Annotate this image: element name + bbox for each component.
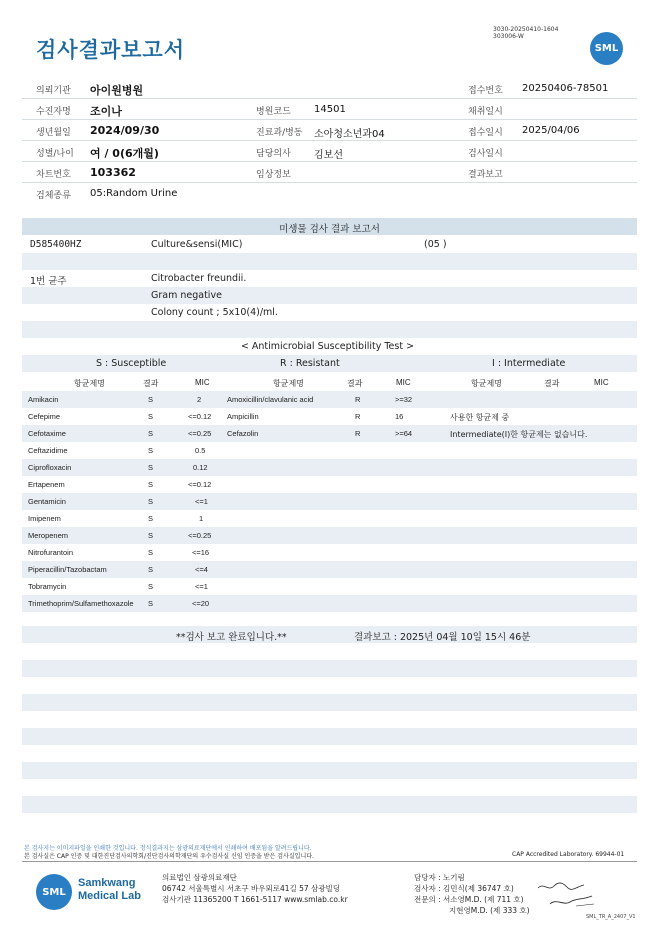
blank-band — [22, 762, 637, 779]
drug-name: Piperacillin/Tazobactam — [28, 565, 107, 574]
info-label: 접수번호 — [468, 86, 503, 96]
org-info — [162, 872, 348, 905]
staff-role: 검사자 : — [414, 884, 441, 893]
info-value: 여 / 0(6개월) — [90, 147, 159, 160]
info-label: 수진자명 — [36, 107, 71, 117]
drug-mic: <=1 — [195, 497, 208, 506]
table-row — [22, 493, 637, 510]
drug-name: Cefotaxime — [28, 429, 66, 438]
organism-name: Citrobacter freundii. — [151, 273, 247, 284]
col-header-result: 결과 — [544, 379, 560, 388]
drug-name: Trimethoprim/Sulfamethoxazole — [28, 599, 134, 608]
info-label: 의뢰기관 — [36, 86, 71, 96]
info-label: 진료과/병동 — [256, 128, 303, 138]
document-sub-id: 303006-W — [493, 33, 524, 40]
drug-result: S — [148, 548, 154, 557]
drug-mic: 2 — [197, 395, 202, 404]
table-row — [22, 595, 637, 612]
drug-mic: >=64 — [395, 429, 413, 438]
org-contact: 검사기관 11365200 T 1661-5117 www.smlab.co.kr — [162, 895, 348, 904]
drug-name: Ciprofloxacin — [28, 463, 72, 472]
info-label: 성별/나이 — [36, 149, 74, 159]
info-row — [22, 99, 637, 120]
signature-image — [536, 880, 598, 910]
company-name — [78, 877, 141, 903]
staff-row — [414, 905, 530, 916]
legend-susceptible: S : Susceptible — [96, 358, 167, 369]
table-row — [22, 391, 637, 408]
info-label: 병원코드 — [256, 107, 291, 117]
drug-result: S — [148, 480, 154, 489]
col-header-drug: 항균제명 — [471, 379, 502, 388]
intermediate-note: Intermediate(I)한 항균제는 없습니다. — [450, 430, 588, 439]
info-label: 채취일시 — [468, 107, 503, 117]
drug-mic: <=0.25 — [188, 531, 212, 540]
drug-mic: >=32 — [395, 395, 413, 404]
specimen-code: (05 ) — [424, 239, 447, 250]
cap-accreditation: CAP Accredited Laboratory. 69944-01 — [512, 851, 625, 858]
info-row — [22, 162, 637, 183]
drug-name: Cefazolin — [227, 429, 259, 438]
footer-divider — [22, 861, 637, 862]
info-value: 2024/09/30 — [90, 124, 160, 137]
staff-row — [414, 894, 530, 905]
drug-name: Gentamicin — [28, 497, 66, 506]
drug-result: S — [148, 565, 154, 574]
col-header-result: 결과 — [347, 379, 363, 388]
legend-resistant: R : Resistant — [280, 358, 340, 369]
info-label: 검체종류 — [36, 191, 71, 201]
section-header — [22, 218, 637, 235]
report-time: 결과보고 : 2025년 04월 10일 15시 46분 — [354, 632, 531, 643]
accreditation-notice: 본 검사실은 CAP 인증 및 대한진단검사의학회/진단검사의학재단의 우수검사실 신임 인증을 받은 검사실입니다. — [24, 853, 314, 860]
org-address: 06742 서울특별시 서초구 바우뫼로41길 57 삼광빌딩 — [162, 884, 341, 893]
organism-number: 1번 균주 — [30, 276, 67, 287]
col-header-mic: MIC — [396, 378, 411, 387]
test-name: Culture&sensi(MIC) — [151, 239, 243, 250]
drug-mic: <=4 — [195, 565, 208, 574]
table-row — [22, 476, 637, 493]
intermediate-note: 사용한 항균제 중 — [450, 413, 510, 422]
table-row — [22, 561, 637, 578]
drug-name: Cefepime — [28, 412, 61, 421]
col-header-mic: MIC — [594, 378, 609, 387]
ast-title: < Antimicrobial Susceptibility Test > — [240, 341, 415, 352]
drug-name: Tobramycin — [28, 582, 67, 591]
drug-result: R — [355, 412, 361, 421]
drug-result: S — [148, 531, 154, 540]
company-name-line1: Samkwang — [78, 877, 136, 889]
drug-mic: <=0.25 — [188, 429, 212, 438]
form-code: SML_TR_A_2407_V1 — [586, 914, 636, 920]
drug-result: R — [355, 395, 361, 404]
table-row — [22, 578, 637, 595]
drug-mic: 16 — [395, 412, 404, 421]
col-header-mic: MIC — [195, 378, 210, 387]
info-value: 김보선 — [314, 150, 343, 161]
blank-band — [22, 796, 637, 813]
drug-mic: 0.5 — [195, 446, 206, 455]
info-label: 임상정보 — [256, 170, 291, 180]
info-value: 아이원병원 — [90, 84, 144, 97]
drug-name: Amoxicillin/clavulanic acid — [227, 395, 314, 404]
info-label: 접수일시 — [468, 128, 503, 138]
drug-result: S — [148, 412, 154, 421]
section-title: 미생물 검사 결과 보고서 — [279, 224, 380, 235]
company-name-line2: Medical Lab — [78, 890, 141, 902]
info-value: 14501 — [314, 104, 346, 115]
blank-band — [22, 321, 637, 338]
test-code: D585400HZ — [30, 239, 82, 250]
info-label: 검사일시 — [468, 149, 503, 159]
document-ids — [493, 26, 558, 40]
gram-band — [22, 287, 637, 304]
drug-result: S — [148, 599, 154, 608]
gram-stain: Gram negative — [151, 290, 222, 301]
drug-name: Ertapenem — [28, 480, 65, 489]
info-value: 05:Random Urine — [90, 188, 178, 199]
drug-name: Imipenem — [28, 514, 61, 523]
info-row — [22, 183, 637, 204]
info-value: 2025/04/06 — [522, 125, 580, 136]
blank-band — [22, 728, 637, 745]
drug-mic: 1 — [199, 514, 204, 523]
report-complete: **검사 보고 완료입니다.** — [176, 632, 287, 643]
drug-mic: <=16 — [192, 548, 210, 557]
info-row — [22, 78, 637, 99]
colony-count: Colony count ; 5x10(4)/ml. — [151, 307, 278, 318]
staff-name: 노기림 — [443, 873, 465, 882]
table-row — [22, 408, 637, 425]
staff-info — [414, 872, 530, 916]
staff-name: 서소영M.D. (제 711 호) — [443, 895, 524, 904]
info-label: 차트번호 — [36, 170, 71, 180]
completion-band — [22, 626, 637, 643]
patient-info-table — [22, 78, 637, 204]
drug-result: S — [148, 395, 154, 404]
drug-result: S — [148, 429, 154, 438]
blank-band — [22, 253, 637, 270]
col-header-result: 결과 — [143, 379, 159, 388]
col-header-drug: 항균제명 — [273, 379, 304, 388]
info-value: 103362 — [90, 166, 136, 179]
sml-footer-logo: SML — [36, 874, 72, 910]
drug-result: S — [148, 582, 154, 591]
sml-logo: SML — [590, 32, 623, 65]
ast-legend-band — [22, 355, 637, 372]
col-header-drug: 항균제명 — [74, 379, 105, 388]
drug-name: Nitrofurantoin — [28, 548, 74, 557]
blank-band — [22, 694, 637, 711]
staff-row — [414, 883, 530, 894]
legend-intermediate: I : Intermediate — [492, 358, 566, 369]
info-value: 20250406-78501 — [522, 83, 609, 94]
info-row — [22, 141, 637, 162]
drug-mic: <=1 — [195, 582, 208, 591]
drug-result: R — [355, 429, 361, 438]
info-value: 소아청소년과04 — [314, 129, 385, 140]
table-row — [22, 544, 637, 561]
info-label: 결과보고 — [468, 170, 503, 180]
drug-mic: 0.12 — [193, 463, 208, 472]
drug-result: S — [148, 497, 154, 506]
info-row — [22, 120, 637, 141]
drug-name: Amikacin — [28, 395, 59, 404]
blank-band — [22, 660, 637, 677]
drug-name: Ceftazidime — [28, 446, 68, 455]
drug-result: S — [148, 446, 154, 455]
drug-mic: <=0.12 — [188, 412, 212, 421]
ast-column-headers — [22, 374, 637, 391]
page-title: 검사결과보고서 — [36, 38, 186, 62]
table-row — [22, 459, 637, 476]
staff-row — [414, 872, 530, 883]
drug-result: S — [148, 463, 154, 472]
drug-result: S — [148, 514, 154, 523]
drug-mic: <=0.12 — [188, 480, 212, 489]
print-notice: 본 검사지는 이미지파일을 인쇄한 것입니다. 정식결과지는 삼광의료재단에서 인쇄하여 배포됨을 알려드립니다. — [24, 845, 312, 852]
drug-name: Meropenem — [28, 531, 69, 540]
table-row — [22, 442, 637, 459]
staff-name: 김민식(제 36747 호) — [443, 884, 514, 893]
staff-name: 지현영M.D. (제 333 호) — [449, 906, 530, 915]
table-row — [22, 510, 637, 527]
table-row — [22, 527, 637, 544]
drug-name: Ampicillin — [227, 412, 259, 421]
staff-role: 담당자 : — [414, 873, 441, 882]
drug-mic: <=20 — [192, 599, 210, 608]
document-id: 3030-20250410-1604 — [493, 26, 559, 33]
info-label: 생년월일 — [36, 128, 71, 138]
table-row — [22, 425, 637, 442]
staff-role: 전문의 : — [414, 895, 441, 904]
info-label: 담당의사 — [256, 149, 291, 159]
info-value: 조이나 — [90, 105, 122, 118]
org-name: 의료법인 삼광의료재단 — [162, 873, 237, 882]
